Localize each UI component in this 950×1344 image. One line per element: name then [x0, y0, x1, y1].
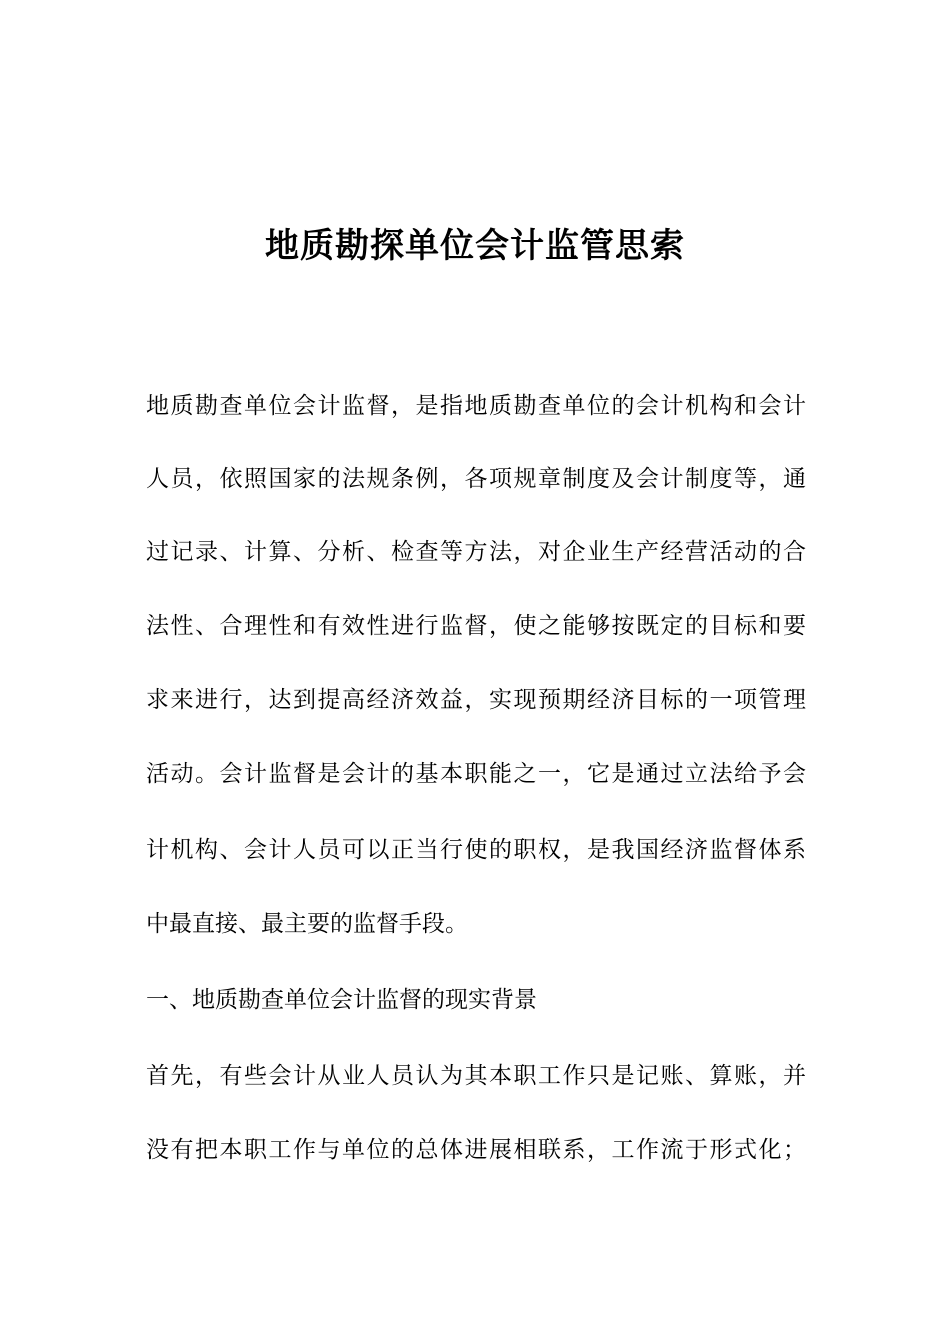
paragraph-line: 活动。会计监督是会计的基本职能之一，它是通过立法给予会	[146, 761, 806, 787]
section-heading: 一、地质勘查单位会计监督的现实背景	[146, 987, 537, 1013]
paragraph-line: 没有把本职工作与单位的总体进展相联系，工作流于形式化；	[146, 1137, 806, 1163]
paragraph-line: 计机构、会计人员可以正当行使的职权，是我国经济监督体系	[146, 837, 806, 863]
paragraph-line: 首先，有些会计从业人员认为其本职工作只是记账、算账，并	[146, 1063, 806, 1089]
paragraph-line: 过记录、计算、分析、检查等方法，对企业生产经营活动的合	[146, 539, 806, 565]
document-title: 地质勘探单位会计监管思索	[265, 226, 685, 266]
paragraph-line: 人员，依照国家的法规条例，各项规章制度及会计制度等，通	[146, 466, 806, 492]
paragraph-line: 中最直接、最主要的监督手段。	[146, 911, 468, 937]
paragraph-line: 法性、合理性和有效性进行监督，使之能够按既定的目标和要	[146, 613, 806, 639]
paragraph-line: 求来进行，达到提高经济效益，实现预期经济目标的一项管理	[146, 687, 806, 713]
paragraph-line: 地质勘查单位会计监督，是指地质勘查单位的会计机构和会计	[146, 393, 806, 419]
